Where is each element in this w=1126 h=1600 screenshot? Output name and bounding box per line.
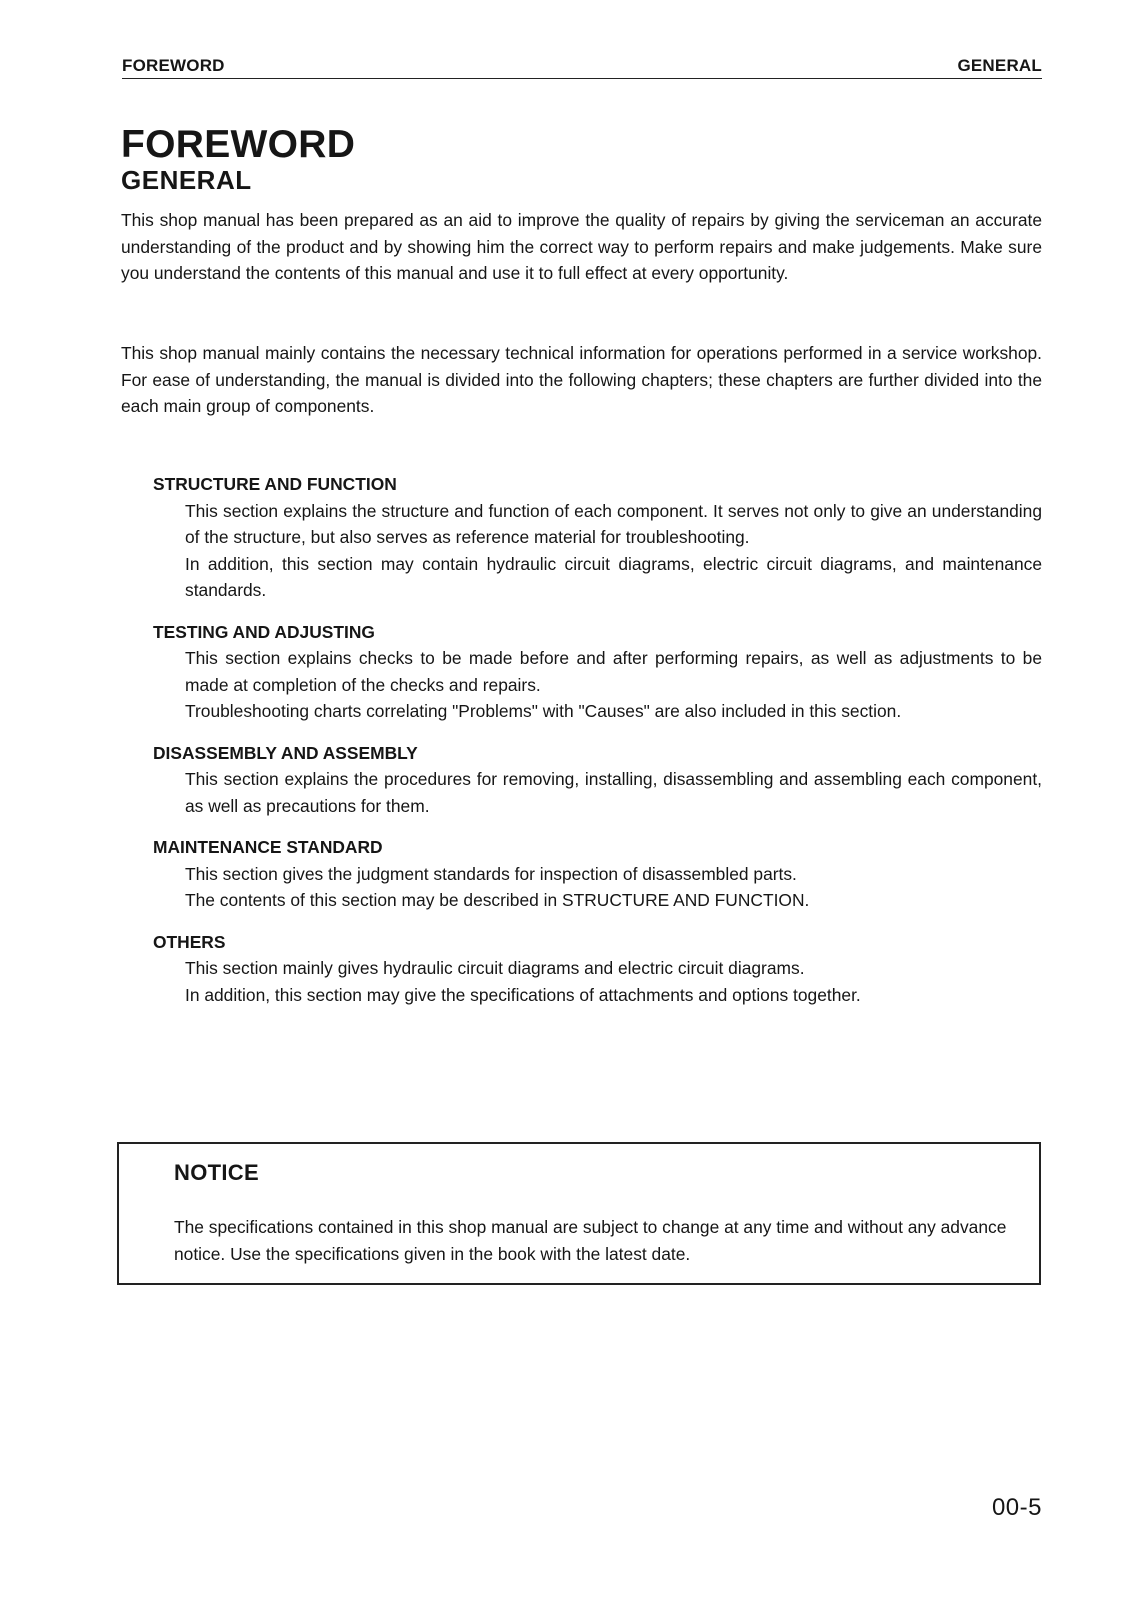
intro-paragraph: This shop manual has been prepared as an aid to improve the quality of repairs by giving the serviceman an accurate understanding of the product and by showing him the correct way to perform repairs and make judgements. Make sure you understand the contents of this manual and use it to full effect at every opportunity. [121,210,1042,283]
chapter-title: DISASSEMBLY AND ASSEMBLY [153,742,418,763]
running-header [122,56,1042,79]
chapter-disassembly-and-assembly [153,740,1042,820]
page-title: FOREWORD [121,123,356,166]
notice-text: The specifications contained in this shop manual are subject to change at any time and without any advance notice. Use the specifications given in the book with the latest date. [174,1217,1007,1264]
chapter-text: Troubleshooting charts correlating "Problems" with "Causes" are also included in this section. [185,701,902,721]
chapter-text: The contents of this section may be described in STRUCTURE AND FUNCTION. [185,890,810,910]
chapter-title: TESTING AND ADJUSTING [153,621,375,642]
contents-paragraph: This shop manual mainly contains the necessary technical information for operations performed in a service workshop. For ease of understanding, the manual is divided into the following chapters; these chapters are further divided into the each main group of components. [121,343,1042,416]
header-chapter-label: FOREWORD [122,56,225,75]
chapter-list [153,471,1042,1023]
chapter-title: OTHERS [153,931,226,952]
header-section-label: GENERAL [957,56,1042,75]
chapter-title: STRUCTURE AND FUNCTION [153,474,397,494]
section-title: GENERAL [121,165,252,195]
chapter-text: This section explains checks to be made before and after performing repairs, as well as adjustments to be made at completion of the checks and repairs. [185,648,1042,695]
page-number: 00-5 [991,1494,1042,1521]
chapter-text: In addition, this section may give the specifications of attachments and options together. [185,984,861,1005]
chapter-text: This section explains the procedures for removing, installing, disassembling and assembling each component, as well as precautions for them. [185,769,1042,816]
chapter-structure-and-function [153,471,1042,604]
chapter-others [153,929,1042,1009]
chapter-text: In addition, this section may contain hydraulic circuit diagrams, electric circuit diagrams, and maintenance standards. [185,553,1042,600]
chapter-text: This section explains the structure and function of each component. It serves not only to give an understanding of the structure, but also serves as reference material for troubleshooting. [185,500,1042,547]
chapter-maintenance-standard [153,834,1042,914]
chapter-title: MAINTENANCE STANDARD [153,837,383,857]
notice-title: NOTICE [174,1160,259,1185]
notice-box [117,1142,1041,1285]
chapter-text: This section mainly gives hydraulic circuit diagrams and electric circuit diagrams. [185,958,805,978]
chapter-text: This section gives the judgment standards for inspection of disassembled parts. [185,863,797,884]
chapter-testing-and-adjusting [153,619,1042,725]
